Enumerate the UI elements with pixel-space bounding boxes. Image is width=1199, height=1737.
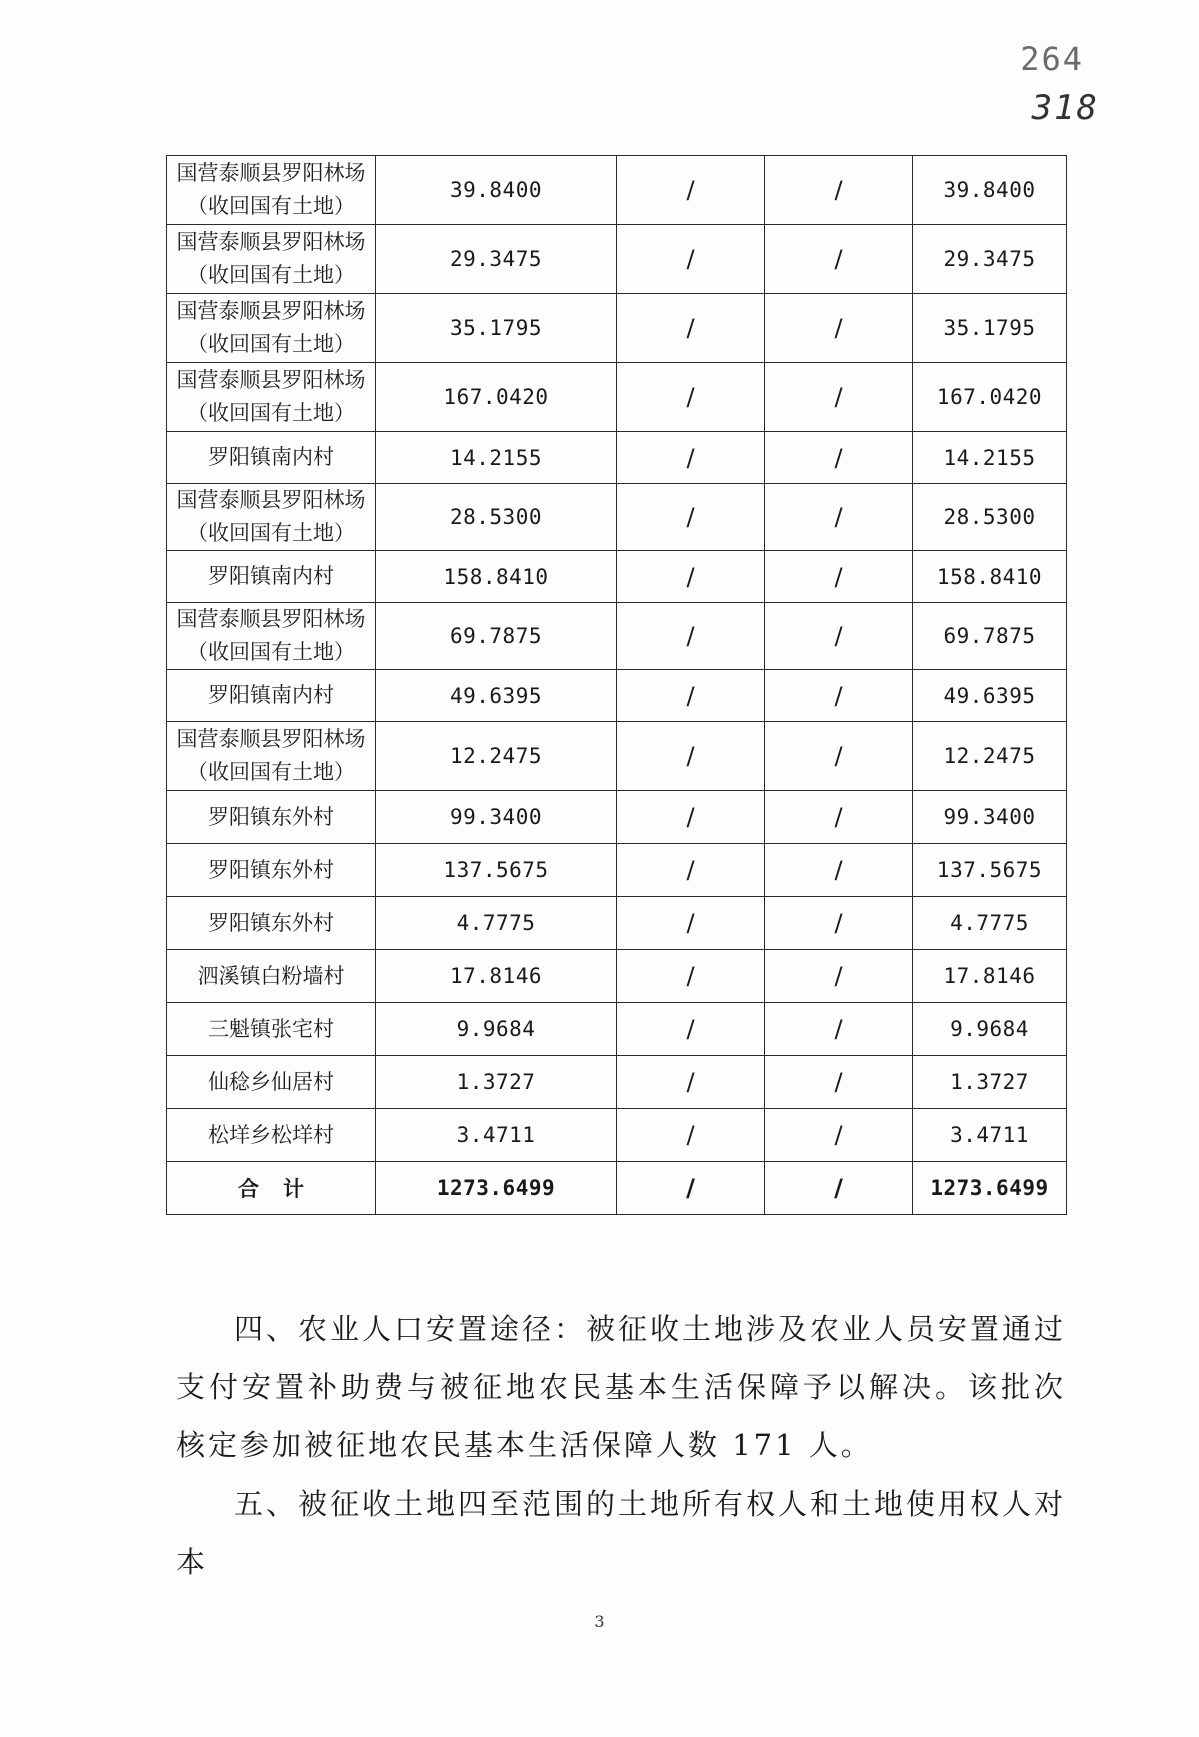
total-col3-cell: / (617, 1162, 765, 1215)
area-cell: 69.7875 (376, 603, 617, 670)
col4-cell: / (765, 484, 913, 551)
table-row (167, 363, 1067, 432)
table-row (167, 1003, 1067, 1056)
area-cell: 17.8146 (376, 950, 617, 1003)
total-total-cell: 1273.6499 (913, 1162, 1067, 1215)
col4-cell: / (765, 294, 913, 363)
margin-note-top: 264 (1020, 40, 1084, 78)
total-cell: 12.2475 (913, 722, 1067, 791)
table-row (167, 484, 1067, 551)
total-row (167, 1162, 1067, 1215)
table-row (167, 897, 1067, 950)
page-number: 3 (594, 1612, 605, 1631)
col4-cell: / (765, 603, 913, 670)
col4-cell: / (765, 551, 913, 603)
area-cell: 1.3727 (376, 1056, 617, 1109)
area-cell: 137.5675 (376, 844, 617, 897)
owner-cell: 罗阳镇南内村 (167, 551, 376, 603)
owner-cell: 国营泰顺县罗阳林场（收回国有土地） (167, 603, 376, 670)
area-cell: 12.2475 (376, 722, 617, 791)
owner-cell: 国营泰顺县罗阳林场（收回国有土地） (167, 294, 376, 363)
total-col4-cell: / (765, 1162, 913, 1215)
total-cell: 29.3475 (913, 225, 1067, 294)
table-row (167, 722, 1067, 791)
owner-cell: 国营泰顺县罗阳林场（收回国有土地） (167, 722, 376, 791)
table-row (167, 432, 1067, 484)
owner-cell: 仙稔乡仙居村 (167, 1056, 376, 1109)
paragraph-section-5: 五、被征收土地四至范围的土地所有权人和土地使用权人对本 (176, 1487, 1067, 1579)
owner-cell: 国营泰顺县罗阳林场（收回国有土地） (167, 225, 376, 294)
total-cell: 49.6395 (913, 670, 1067, 722)
area-cell: 158.8410 (376, 551, 617, 603)
col4-cell: / (765, 670, 913, 722)
total-area-cell: 1273.6499 (376, 1162, 617, 1215)
col4-cell: / (765, 950, 913, 1003)
col3-cell: / (617, 156, 765, 225)
col3-cell: / (617, 484, 765, 551)
paragraph-section-4: 四、农业人口安置途径：被征收土地涉及农业人员安置通过支付安置补助费与被征地农民基本生活保障予以解决。该批次核定参加被征地农民基本生活保障人数 171 人。 (176, 1312, 1067, 1462)
col3-cell: / (617, 294, 765, 363)
col3-cell: / (617, 722, 765, 791)
col4-cell: / (765, 1056, 913, 1109)
total-cell: 28.5300 (913, 484, 1067, 551)
col3-cell: / (617, 432, 765, 484)
col4-cell: / (765, 791, 913, 844)
owner-cell: 三魁镇张宅村 (167, 1003, 376, 1056)
area-cell: 3.4711 (376, 1109, 617, 1162)
col3-cell: / (617, 363, 765, 432)
area-cell: 14.2155 (376, 432, 617, 484)
owner-cell: 罗阳镇东外村 (167, 844, 376, 897)
total-owner-cell: 合计 (167, 1162, 376, 1215)
area-cell: 99.3400 (376, 791, 617, 844)
area-cell: 167.0420 (376, 363, 617, 432)
col4-cell: / (765, 722, 913, 791)
owner-cell: 罗阳镇东外村 (167, 897, 376, 950)
total-cell: 158.8410 (913, 551, 1067, 603)
area-cell: 39.8400 (376, 156, 617, 225)
area-cell: 28.5300 (376, 484, 617, 551)
area-cell: 9.9684 (376, 1003, 617, 1056)
total-cell: 39.8400 (913, 156, 1067, 225)
col3-cell: / (617, 670, 765, 722)
col3-cell: / (617, 897, 765, 950)
owner-cell: 国营泰顺县罗阳林场（收回国有土地） (167, 484, 376, 551)
col4-cell: / (765, 844, 913, 897)
table-row (167, 603, 1067, 670)
owner-cell: 国营泰顺县罗阳林场（收回国有土地） (167, 363, 376, 432)
owner-cell: 罗阳镇南内村 (167, 670, 376, 722)
area-cell: 35.1795 (376, 294, 617, 363)
col4-cell: / (765, 156, 913, 225)
area-cell: 29.3475 (376, 225, 617, 294)
table-row (167, 294, 1067, 363)
owner-cell: 罗阳镇南内村 (167, 432, 376, 484)
col4-cell: / (765, 897, 913, 950)
total-cell: 99.3400 (913, 791, 1067, 844)
total-cell: 35.1795 (913, 294, 1067, 363)
area-cell: 4.7775 (376, 897, 617, 950)
col4-cell: / (765, 1003, 913, 1056)
total-cell: 3.4711 (913, 1109, 1067, 1162)
table-row (167, 844, 1067, 897)
margin-note-second: 318 (1031, 88, 1099, 128)
col3-cell: / (617, 225, 765, 294)
area-cell: 49.6395 (376, 670, 617, 722)
total-cell: 17.8146 (913, 950, 1067, 1003)
owner-cell: 泗溪镇白粉墙村 (167, 950, 376, 1003)
table-row (167, 791, 1067, 844)
col4-cell: / (765, 363, 913, 432)
table-row (167, 225, 1067, 294)
total-cell: 1.3727 (913, 1056, 1067, 1109)
table-row (167, 1056, 1067, 1109)
total-cell: 14.2155 (913, 432, 1067, 484)
col3-cell: / (617, 551, 765, 603)
owner-cell: 国营泰顺县罗阳林场（收回国有土地） (167, 156, 376, 225)
col4-cell: / (765, 1109, 913, 1162)
total-cell: 69.7875 (913, 603, 1067, 670)
table-row (167, 1109, 1067, 1162)
total-cell: 167.0420 (913, 363, 1067, 432)
owner-cell: 松垟乡松垟村 (167, 1109, 376, 1162)
col3-cell: / (617, 1056, 765, 1109)
col3-cell: / (617, 950, 765, 1003)
table-row (167, 156, 1067, 225)
total-cell: 4.7775 (913, 897, 1067, 950)
total-cell: 9.9684 (913, 1003, 1067, 1056)
col3-cell: / (617, 1109, 765, 1162)
table-row (167, 670, 1067, 722)
col3-cell: / (617, 603, 765, 670)
land-table (166, 155, 1067, 1215)
col4-cell: / (765, 225, 913, 294)
total-cell: 137.5675 (913, 844, 1067, 897)
col4-cell: / (765, 432, 913, 484)
owner-cell: 罗阳镇东外村 (167, 791, 376, 844)
col3-cell: / (617, 844, 765, 897)
land-table-body (167, 156, 1067, 1215)
col3-cell: / (617, 791, 765, 844)
col3-cell: / (617, 1003, 765, 1056)
table-row (167, 551, 1067, 603)
table-row (167, 950, 1067, 1003)
